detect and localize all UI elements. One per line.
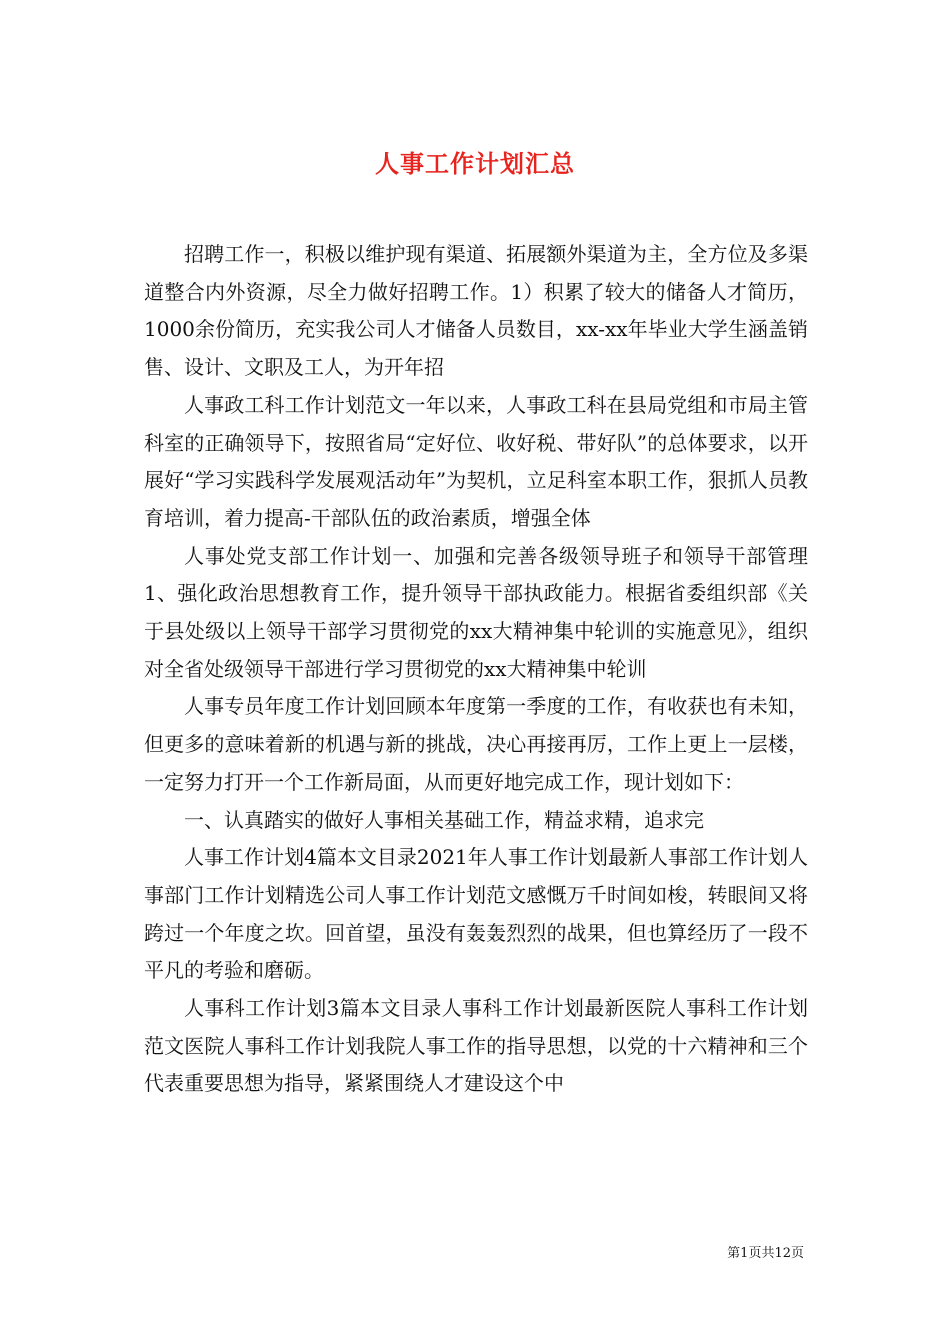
paragraph-three-plans: 人事科工作计划3篇本文目录人事科工作计划最新医院人事科工作计划范文医院人事科工作计划我院人事工作的指导思想，以党的十六精神和三个代表重要思想为指导，紧紧围绕人才建设这个中 (144, 996, 808, 1096)
paragraph-party-branch: 人事处党支部工作计划一、加强和完善各级领导班子和领导干部管理1、强化政治思想教育工作，提升领导干部执政能力。根据省委组织部《关于县处级以上领导干部学习贯彻党的xx大精神集中轮训的实施意见》，组织对全省处级领导干部进行学习贯彻党的xx大精神集中轮训 (144, 543, 808, 681)
paragraph-recruitment: 招聘工作一，积极以维护现有渠道、拓展额外渠道为主，全方位及多渠道整合内外资源，尽全力做好招聘工作。1）积累了较大的储备人才简历，1000余份简历，充实我公司人才储备人员数目，xx-xx年毕业大学生涵盖销售、设计、文职及工人，为开年招 (144, 242, 808, 380)
page-title: 人事工作计划汇总 (375, 149, 575, 179)
paragraph-basic-work: 一、认真踏实的做好人事相关基础工作，精益求精，追求完 (184, 807, 704, 832)
paragraph-hr-specialist: 人事专员年度工作计划回顾本年度第一季度的工作，有收获也有未知，但更多的意味着新的机遇与新的挑战，决心再接再厉，工作上更上一层楼，一定努力打开一个工作新局面，从而更好地完成工作，现计划如下： (144, 694, 808, 794)
document-body (144, 236, 808, 1103)
paragraph-four-plans: 人事工作计划4篇本文目录2021年人事工作计划最新人事部工作计划人事部门工作计划精选公司人事工作计划范文感慨万千时间如梭，转眼间又将跨过一个年度之坎。回首望，虽没有轰轰烈烈的战果，但也算经历了一段不平凡的考验和磨砺。 (144, 845, 808, 983)
page-number: 第1页共12页 (727, 1246, 804, 1261)
paragraph-personnel-political-section: 人事政工科工作计划范文一年以来，人事政工科在县局党组和市局主管科室的正确领导下，按照省局“定好位、收好税、带好队”的总体要求，以开展好“学习实践科学发展观活动年”为契机，立足科室本职工作，狠抓人员教育培训，着力提高-干部队伍的政治素质，增强全体 (144, 392, 808, 530)
